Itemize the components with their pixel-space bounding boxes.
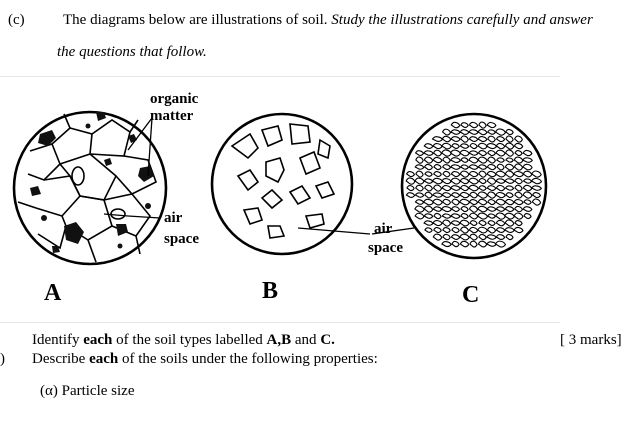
soil-a-air-space-label-line2: space: [164, 231, 199, 247]
question-intro-italic: Study the illustrations carefully and answer: [331, 12, 593, 28]
part-1-mid: of the soil types labelled: [112, 332, 267, 348]
soil-diagrams-figure: [0, 76, 560, 322]
soil-b-label: B: [262, 278, 279, 304]
part-1-marks: [ 3 marks]: [560, 332, 622, 348]
part-2-text: [32, 351, 378, 368]
part-2-rest: of the soils under the following properties:: [118, 351, 378, 367]
soil-a-air-space-label-line1: air: [164, 210, 183, 226]
part-1-text: [32, 332, 335, 349]
question-intro-plain: The diagrams below are illustrations of soil.: [63, 12, 332, 28]
organic-matter-label-line1: organic: [150, 91, 199, 107]
organic-matter-label-line2: matter: [150, 108, 194, 124]
part-2-bold-each: each: [89, 351, 119, 367]
part-1-prefix: Identify: [32, 332, 84, 348]
part-2-marker: ): [0, 351, 5, 367]
part-1-bold-c: C.: [320, 332, 335, 348]
soil-b-illustration: [212, 114, 352, 254]
part-2-prefix: Describe: [32, 351, 90, 367]
question-intro-line2: the questions that follow.: [57, 44, 207, 60]
soil-c-illustration: [402, 114, 546, 258]
part-1-bold-each: each: [83, 332, 113, 348]
soil-b-c-air-space-label-line2: space: [368, 240, 403, 256]
part-1-and: and: [291, 332, 321, 348]
part-1-bold-ab: A,B: [266, 332, 292, 348]
soil-c-label: C: [462, 282, 480, 308]
question-intro: [63, 12, 593, 29]
soil-b-c-air-space-label-line1: air: [374, 221, 393, 237]
soil-a-label: A: [44, 280, 62, 306]
question-number: (c): [8, 12, 25, 28]
subpart-alpha-particle-size: (α) Particle size: [40, 383, 135, 399]
